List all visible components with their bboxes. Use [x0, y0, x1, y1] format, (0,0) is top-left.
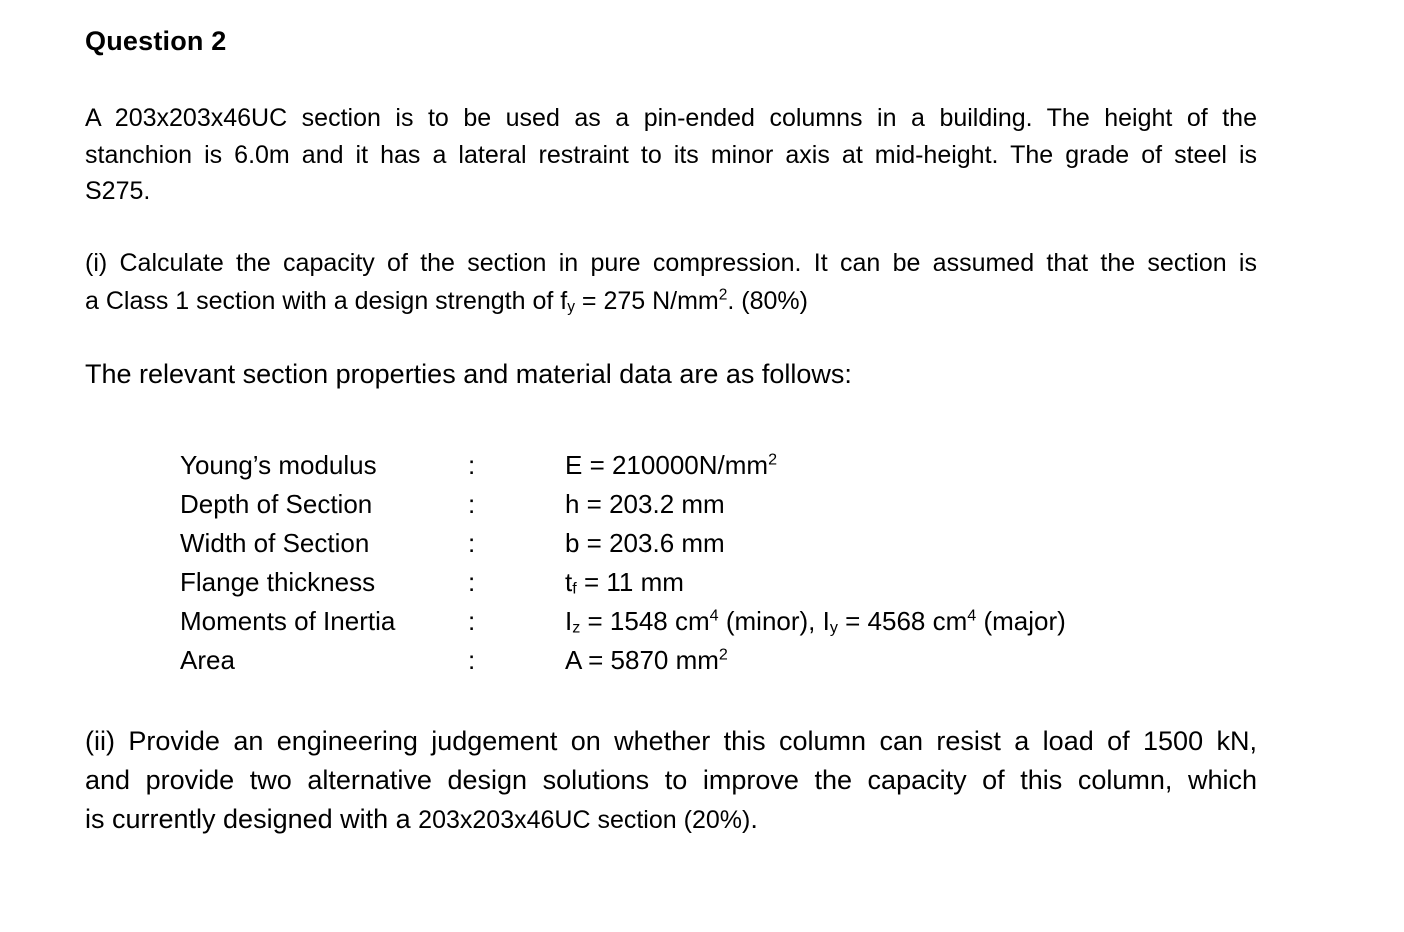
property-separator: :: [468, 528, 476, 558]
value-subscript: z: [572, 618, 581, 637]
property-label: Young’s modulus: [180, 450, 377, 480]
property-row-area: [180, 645, 1180, 684]
part-i-paragraph: [85, 244, 1257, 320]
value-text: (major): [976, 606, 1066, 636]
properties-lead-text: [85, 356, 1257, 393]
property-row-moments-of-inertia: [180, 606, 1180, 645]
value-subscript: y: [829, 618, 838, 637]
part-i-line: (i) Calculate the capacity of the section in pure compression. It can be assumed that the section is: [85, 249, 1257, 277]
value-superscript: 2: [718, 645, 728, 664]
part-ii-text: 203x203x46UC section (20%): [418, 806, 751, 834]
value-text: A = 5870 mm: [565, 645, 719, 675]
intro-paragraph: [85, 100, 1257, 210]
property-label: Moments of Inertia: [180, 606, 396, 636]
property-label: Width of Section: [180, 528, 370, 558]
value-superscript: 4: [967, 606, 977, 625]
property-value: [565, 450, 777, 481]
property-value: [565, 567, 684, 598]
property-row-width: [180, 528, 1180, 567]
value-superscript: 2: [768, 450, 778, 469]
property-label: Area: [180, 645, 235, 675]
property-label: Depth of Section: [180, 489, 373, 519]
part-ii-text: .: [750, 804, 758, 834]
property-value: b = 203.6 mm: [565, 528, 725, 558]
value-superscript: 4: [709, 606, 719, 625]
unit-superscript: 2: [718, 286, 728, 304]
property-value: h = 203.2 mm: [565, 489, 725, 519]
intro-line: A 203x203x46UC section is to be used as a pin-ended columns in a building. The height of the: [85, 104, 1257, 132]
intro-line: S275.: [85, 177, 151, 205]
intro-line: stanchion is 6.0m and it has a lateral restraint to its minor axis at mid-height. The grade of steel is: [85, 140, 1257, 169]
part-ii-line: (ii) Provide an engineering judgement on whether this column can resist a load of 1500 kN,: [85, 726, 1257, 756]
part-i-text: . (80%): [727, 287, 808, 315]
value-text: = 11 mm: [576, 567, 684, 597]
properties-list: [180, 450, 1180, 684]
property-separator: :: [468, 450, 476, 480]
property-separator: :: [468, 489, 476, 519]
property-row-flange-thickness: [180, 567, 1180, 606]
value-text: = 1548 cm: [580, 606, 710, 636]
part-ii-paragraph: [85, 722, 1257, 840]
part-i-line: [85, 282, 1257, 320]
property-label: Flange thickness: [180, 567, 376, 597]
property-row-depth: [180, 489, 1180, 528]
question-title: Question 2: [85, 26, 227, 56]
value-subscript: f: [572, 579, 577, 598]
value-text: = 4568 cm: [837, 606, 968, 636]
part-ii-text: is currently designed with a: [85, 804, 419, 834]
part-ii-line: [85, 800, 1257, 840]
part-i-text: = 275 N/mm: [574, 287, 719, 315]
property-separator: :: [468, 645, 476, 675]
property-value: [565, 645, 728, 676]
value-text: E = 210000N/mm: [565, 450, 769, 480]
property-row-youngs-modulus: [180, 450, 1180, 489]
property-separator: :: [468, 606, 476, 636]
value-text: (minor), I: [718, 606, 830, 636]
part-i-text: a Class 1 section with a design strength of f: [85, 287, 568, 315]
value-text: t: [565, 567, 573, 597]
lead-line: The relevant section properties and material data are as follows:: [85, 359, 852, 389]
value-text: I: [565, 606, 573, 636]
fy-subscript: y: [567, 298, 575, 316]
property-value: [565, 606, 1066, 637]
property-separator: :: [468, 567, 476, 597]
part-ii-line: and provide two alternative design solutions to improve the capacity of this column, which: [85, 765, 1257, 795]
